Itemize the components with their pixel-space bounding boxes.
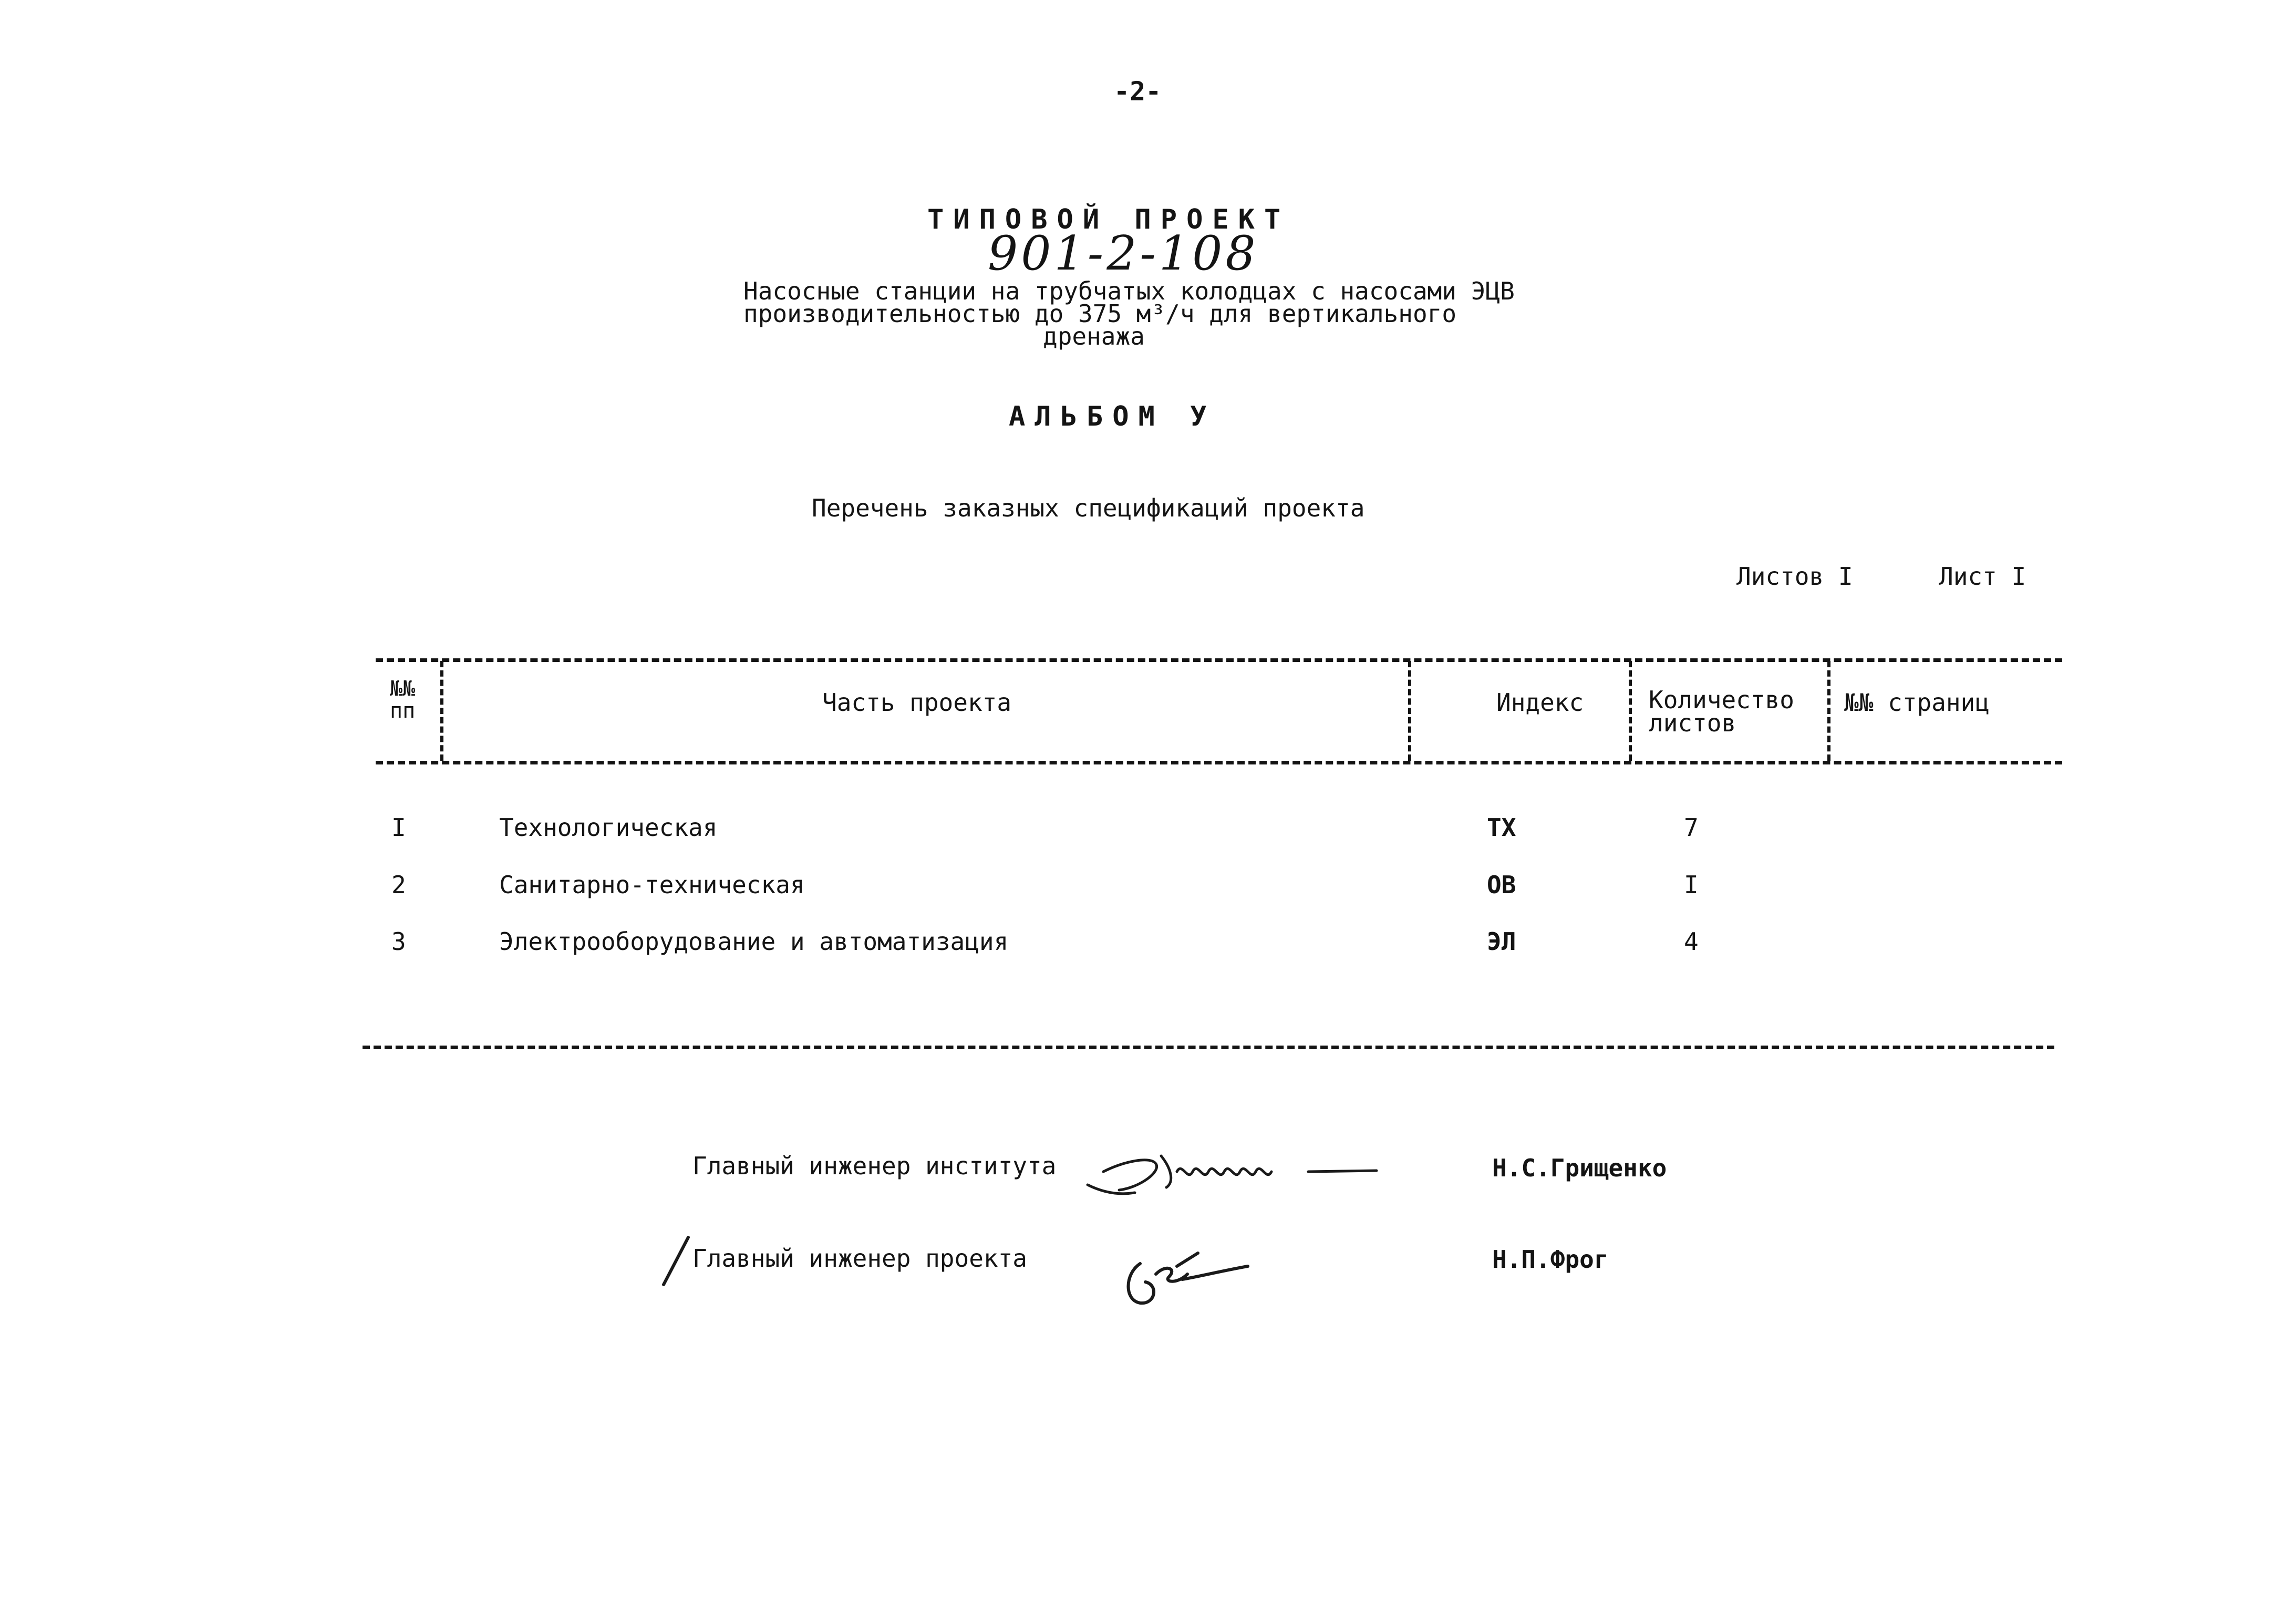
row-count: 7 (1684, 813, 1699, 842)
row-num: I (391, 813, 406, 842)
table-col-divider (1629, 661, 1632, 761)
project-number: 901-2-108 (988, 226, 1259, 281)
sheets-total: Листов I (1736, 562, 1853, 591)
list-title: Перечень заказных спецификаций проекта (812, 494, 1365, 522)
header-index: Индекс (1496, 688, 1584, 717)
table-col-divider (440, 661, 443, 761)
table-col-divider (1827, 661, 1830, 761)
album-title: АЛЬБОМ У (1009, 401, 1216, 432)
row-index: ОВ (1487, 871, 1516, 899)
row-part: Электрооборудование и автоматизация (499, 927, 1009, 956)
signature-name-project: Н.П.Фрог (1492, 1245, 1609, 1274)
signature-role-institute: Главный инженер института (692, 1152, 1057, 1180)
project-title-line3: дренажа (1043, 322, 1145, 350)
project-heading: ТИПОВОЙ ПРОЕКТ (927, 204, 1290, 235)
project-title-line1: Насосные станции на трубчатых колодцах с насосами ЭЦВ (743, 277, 1515, 305)
row-num: 2 (391, 871, 406, 899)
signature-name-institute: Н.С.Грищенко (1492, 1154, 1667, 1182)
page-number: -2- (1114, 76, 1162, 107)
table-bottom-rule (363, 1046, 2054, 1049)
row-index: ТХ (1487, 813, 1516, 842)
row-num: 3 (391, 927, 406, 956)
header-count: Количество листов (1649, 686, 1794, 737)
signature-role-project: Главный инженер проекта (692, 1244, 1027, 1273)
project-title-line2: производительностью до 375 м³/ч для вертикального (743, 299, 1457, 328)
header-part: Часть проекта (822, 688, 1012, 717)
header-pages: №№ страниц (1844, 688, 1990, 717)
header-num: №№ пп (390, 677, 416, 723)
slash-mark (659, 1235, 691, 1287)
table-header-rule (376, 761, 2062, 764)
row-count: 4 (1684, 927, 1699, 956)
signature-mark-project (1119, 1243, 1256, 1311)
row-index: ЭЛ (1487, 927, 1516, 956)
row-count: I (1684, 871, 1699, 899)
sheet-current: Лист I (1939, 562, 2026, 591)
signature-mark-institute (1082, 1140, 1377, 1198)
table-top-rule (376, 658, 2062, 662)
row-part: Санитарно-техническая (499, 871, 805, 899)
table-col-divider (1408, 661, 1411, 761)
row-part: Технологическая (499, 813, 718, 842)
